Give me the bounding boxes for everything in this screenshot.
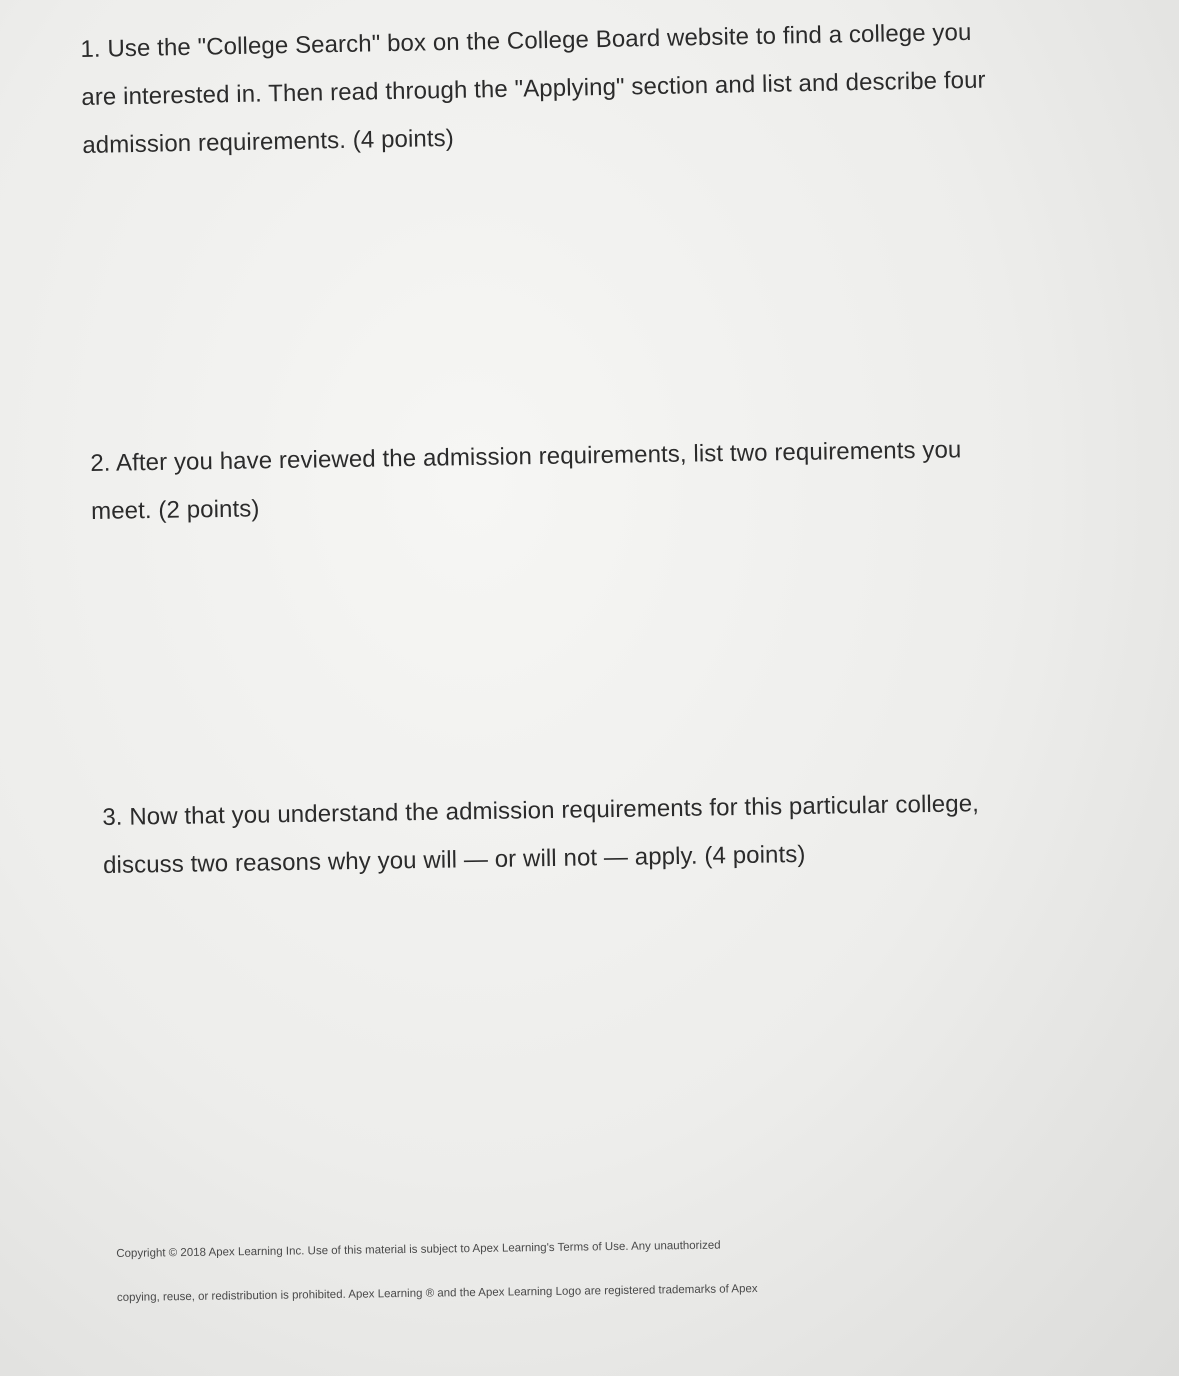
question-1-line-2: are interested in. Then read through the "Applying" section and list and describe four <box>81 66 986 111</box>
question-2-line-1: 2. After you have reviewed the admission requirements, list two requirements you <box>90 436 962 477</box>
question-1 <box>80 6 1113 170</box>
question-1-line-3: admission requirements. (4 points) <box>82 124 455 159</box>
question-3 <box>102 778 1093 890</box>
copyright-footer <box>116 1218 1107 1320</box>
copyright-line-1: Copyright © 2018 Apex Learning Inc. Use of this material is subject to Apex Learning's Terms of Use. Any unauthorized <box>116 1239 721 1260</box>
question-1-line-1: 1. Use the "College Search" box on the College Board website to find a college you <box>80 18 972 63</box>
question-3-line-2: discuss two reasons why you will — or will not — apply. (4 points) <box>102 840 806 879</box>
question-3-line-1: 3. Now that you understand the admission requirements for this particular college, <box>102 790 980 831</box>
question-2-line-2: meet. (2 points) <box>90 495 260 525</box>
question-2 <box>90 424 1081 536</box>
copyright-line-2: copying, reuse, or redistribution is prohibited. Apex Learning ® and the Apex Learning Logo are registered trademarks of Apex <box>116 1283 758 1304</box>
